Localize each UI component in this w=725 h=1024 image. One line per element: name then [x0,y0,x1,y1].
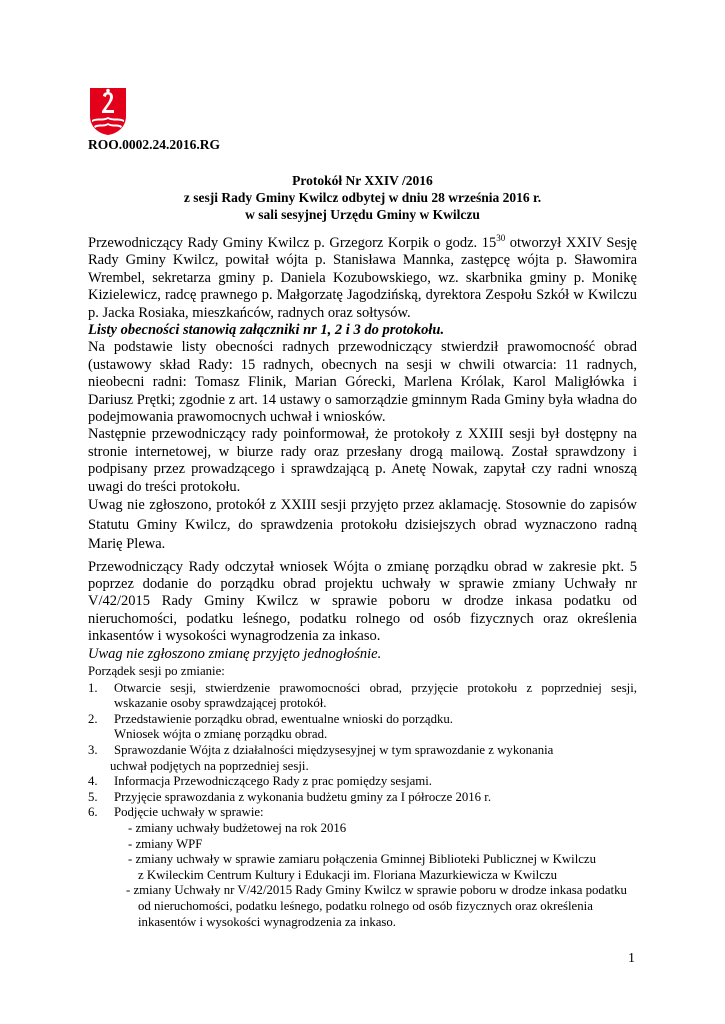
agenda-item-text: Podjęcie uchwały w sprawie: [114,805,264,820]
agenda-item-1 [88,681,637,712]
agenda-item-text: Przyjęcie sprawozdania z wykonania budżetu gminy za I półrocze 2016 r. [114,789,492,804]
agenda-heading: Porządek sesji po zmianie: [88,664,225,678]
agenda-subitem: - zmiany Uchwały nr V/42/2015 Rady Gminy Kwilcz w sprawie poboru w drodze inkasa podatku [126,883,627,898]
title-line-2: z sesji Rady Gminy Kwilcz odbytej w dniu 28 września 2016 r. [183,190,542,205]
agenda-item-number: 6. [88,805,98,820]
protocol-body [88,235,637,663]
page-number: 1 [628,951,635,966]
agenda-item-number: 3. [88,742,98,757]
agenda-section [88,664,637,930]
agenda-subitem-continuation: inkasentów i wysokości wynagrodzenia za inkaso. [138,914,397,929]
previous-protocol-paragraph: Następnie przewodniczący rady poinformował, że protokoły z XXIII sesji był dostępny na stronie internetowej, w biurze rady oraz przesłany drogą mailową. Został sprawdzony i podpisany przez prowadzącego i sprawdzającą p. Anetę Nowak, zapytał czy radni wnoszą uwagi do treści protokołu. [88,426,637,495]
agenda-item-number: 2. [88,711,98,726]
attendance-note: Listy obecności stanowią załączniki nr 1, 2 i 3 do protokołu. [88,322,445,339]
coat-of-arms-icon [88,86,128,136]
opening-text-start: Przewodniczący Rady Gminy Kwilcz p. Grzegorz Korpik o godz. 15 [88,235,497,251]
agenda-item-text: Wniosek wójta o zmianę porządku obrad. [114,727,328,742]
opening-paragraph [88,235,637,322]
acclamation-paragraph: Uwag nie zgłoszono, protokół z XXIII sesji przyjęto przez aklamację. Stosownie do zapisów Statutu Gminy Kwilcz, do sprawdzenia protokołu dzisiejszych obrad wyznaczono radną Marię Plewa. [88,497,637,553]
agenda-subitem: - zmiany WPF [128,836,203,851]
agenda-subitem-continuation: z Kwileckim Centrum Kultury i Edukacji im. Floriana Mazurkiewicza w Kwilczu [138,867,557,882]
agenda-subitem: - zmiany uchwały budżetowej na rok 2016 [128,820,347,835]
agenda-item-text: Informacja Przewodniczącego Rady z prac pomiędzy sesjami. [114,774,433,789]
opening-text-end: otworzył XXIV Sesję Rady Gminy Kwilcz, powitał wójta p. Stanisława Mannka, zastępcę wójta p. Sławomira Wrembel, sekretarza gminy p. Daniela Kozubowskiego, wz. skarbnika gminy p. Monikę Kizielewicz, radcę prawnego p. Małgorzatę Jagodzińską, dyrektora Zespołu Szkół w Kwilczu p. Jacka Rosiaka, mieszkańców, radnych oraz sołtysów. [88,235,637,321]
title-line-1: Protokół Nr XXIV /2016 [292,173,433,188]
agenda-subitem-continuation: od nieruchomości, podatku leśnego, podatku rolnego od osób fizycznych oraz określenia [138,898,593,913]
quorum-paragraph: Na podstawie listy obecności radnych przewodniczący stwierdził prawomocność obrad (ustawowy skład Rady: 15 radnych, obecnych na sesji w chwili otwarcia: 11 radnych, nieobecni radni: Tomasz Flinik, Marian Górecki, Marlena Królak, Karol Maligłówka i Dariusz Prętki; zgodnie z art. 14 ustawy o samorządzie gminnym Rada Gminy była władna do podejmowania prawomocnych uchwał i wniosków. [88,339,637,426]
document-title [88,172,637,223]
title-line-3: w sali sesyjnej Urzędu Gminy w Kwilczu [245,207,480,222]
agenda-subitem: - zmiany uchwały w sprawie zamiaru połączenia Gminnej Biblioteki Publicznej w Kwilczu [128,852,597,867]
document-reference: ROO.0002.24.2016.RG [88,137,221,152]
agenda-item-text: Sprawozdanie Wójta z działalności międzysesyjnej w tym sprawozdanie z wykonania [114,742,554,757]
agenda-item-number: 1. [88,680,98,695]
agenda-item-4 [88,774,637,790]
agenda-item-6 [88,805,637,930]
agenda-change-paragraph: Przewodniczący Rady odczytał wniosek Wójta o zmianę porządku obrad w zakresie pkt. 5 poprzez dodanie do porządku obrad projektu uchwały w sprawie zmiany Uchwały nr V/42/2015 Rady Gminy Kwilcz w sprawie poboru w drodze inkasa podatku od nieruchomości, podatku leśnego, podatku rolnego od osób fizycznych oraz określenia inkasentów i wysokości wynagrodzenia za inkaso. [88,558,637,645]
agenda-item-3 [88,743,637,774]
agenda-item-5 [88,790,637,806]
agenda-item-number: 5. [88,789,98,804]
agenda-list [88,681,637,931]
agenda-item-2 [88,712,637,743]
agenda-item-text: uchwał podjętych na poprzedniej sesji. [110,758,309,773]
agenda-item-text: Przedstawienie porządku obrad, ewentualne wnioski do porządku. [114,711,454,726]
opening-time-minutes: 30 [496,233,506,244]
agenda-change-note: Uwag nie zgłoszono zmianę przyjęto jednogłośnie. [88,645,382,662]
agenda-item-number: 4. [88,774,98,789]
agenda-item-text: Otwarcie sesji, stwierdzenie prawomocności obrad, przyjęcie protokołu z poprzedniej sesji, wskazanie osoby sprawdzającej protokół. [114,680,637,711]
